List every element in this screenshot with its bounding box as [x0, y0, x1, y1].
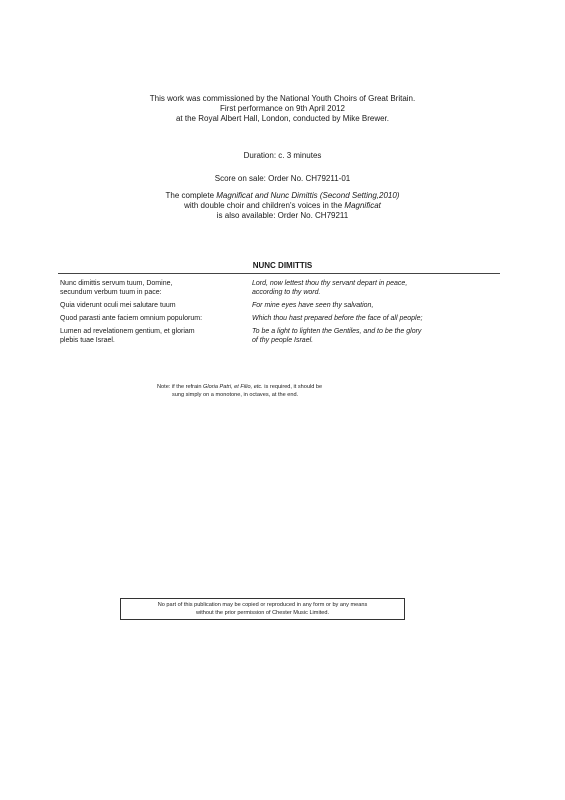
latin-text	[60, 327, 252, 345]
english-translation	[252, 314, 500, 323]
english-line: of thy people Israel.	[252, 337, 314, 344]
text-heading: NUNC DIMITTIS	[252, 261, 313, 270]
text-row	[60, 301, 500, 310]
score-sale-text: Score on sale: Order No. CH79211-01	[214, 174, 351, 183]
text-row	[60, 314, 500, 323]
english-line: according to thy word.	[252, 289, 321, 296]
english-translation	[252, 327, 500, 345]
note-after: is required, it should be	[264, 384, 323, 390]
commission-info	[0, 94, 565, 124]
note-line-2: sung simply on a monotone, in octaves, at the end.	[171, 392, 299, 398]
complete-line2-prefix: with double choir and children's voices in the	[184, 201, 343, 210]
complete-line-2	[0, 201, 565, 211]
latin-line: Lumen ad revelationem gentium, et gloriam	[60, 328, 195, 335]
english-line: For mine eyes have seen thy salvation,	[252, 302, 374, 309]
english-translation	[252, 279, 500, 297]
note-italic: Gloria Patri, et Filio, etc.	[203, 384, 263, 390]
copyright-notice-box	[120, 598, 405, 620]
heading-rule	[58, 273, 500, 274]
note-before: if the refrain	[171, 384, 202, 390]
complete-prefix: The complete	[165, 191, 215, 200]
commission-line-1: This work was commissioned by the National Youth Choirs of Great Britain.	[149, 94, 416, 103]
latin-text	[60, 279, 252, 297]
legal-line-1: No part of this publication may be copied or reproduced in any form or by any means	[157, 602, 368, 608]
note-body	[172, 383, 322, 399]
latin-line: Quod parasti ante faciem omnium populorum:	[60, 315, 203, 322]
english-line: Lord, now lettest thou thy servant depart in peace,	[252, 280, 408, 287]
text-row	[60, 327, 500, 345]
complete-line2-title: Magnificat	[344, 201, 381, 210]
complete-line-1	[0, 191, 565, 201]
english-line: To be a light to lighten the Gentiles, and to be the glory	[252, 328, 422, 335]
commission-line-3: at the Royal Albert Hall, London, conducted by Mike Brewer.	[175, 114, 389, 123]
complete-line-3: is also available: Order No. CH79211	[216, 211, 349, 220]
commission-line-2: First performance on 9th April 2012	[220, 104, 345, 113]
performance-note	[157, 383, 417, 399]
complete-title: Magnificat and Nunc Dimittis (Second Setting,2010)	[216, 191, 400, 200]
text-translation-table	[60, 279, 500, 349]
duration-text: Duration: c. 3 minutes	[243, 151, 322, 160]
text-row	[60, 279, 500, 297]
latin-line: plebis tuae Israel.	[60, 337, 115, 344]
note-label: Note:	[157, 384, 171, 390]
latin-line: Nunc dimittis servum tuum, Domine,	[60, 280, 173, 287]
english-line: Which thou hast prepared before the face of all people;	[252, 315, 423, 322]
latin-text	[60, 301, 252, 310]
latin-line: secundum verbum tuum in pace:	[60, 289, 162, 296]
latin-text	[60, 314, 252, 323]
english-translation	[252, 301, 500, 310]
latin-line: Quia viderunt oculi mei salutare tuum	[60, 302, 176, 309]
legal-line-2: without the prior permission of Chester Music Limited.	[195, 610, 330, 616]
complete-edition-info	[0, 191, 565, 221]
